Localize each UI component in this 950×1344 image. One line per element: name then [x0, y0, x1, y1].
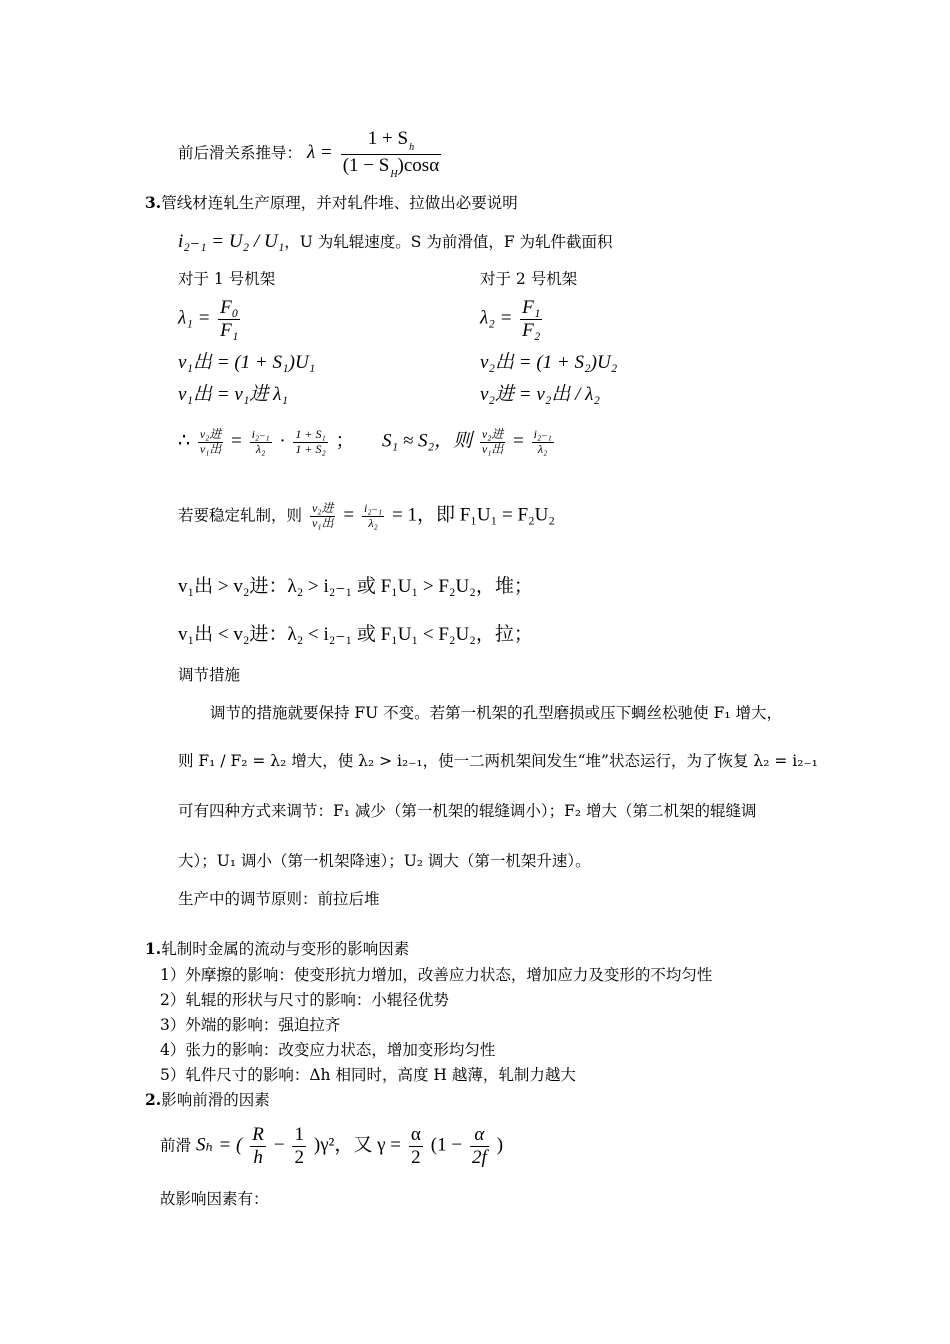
therefore-formula: ∴ $\frac{\text{v₂进}}{\text{v₁出}}$ = $\frac{\text{i₂₋₁}}{\text{λ₂}}$ · $\frac{\text{1 + S₁}}{\text{1 + S₂}}$ ；	[178, 427, 355, 456]
slip-derivation-label: 前后滑关系推导：	[178, 144, 303, 162]
list-item: 4）张力的影响：改变应力状态，增加变形均匀性	[160, 1041, 496, 1059]
list-item: 1）外摩擦的影响：使变形抗力增加，改善应力状态，增加应力及变形的不均匀性	[160, 966, 713, 984]
production-principle: 生产中的调节原则：前拉后堆	[178, 890, 380, 908]
adjust-title: 调节措施	[178, 666, 241, 684]
list-item: 3）外端的影响：强迫拉齐	[160, 1016, 341, 1034]
section-heading: 3.管线材连轧生产原理，并对轧件堆、拉做出必要说明	[145, 193, 518, 212]
adjust-paragraph-line-3: 可有四种方式来调节：F₁ 减少（第一机架的辊缝调小）；F₂ 增大（第二机架的辊缝调	[178, 802, 757, 820]
v1-relation-formula: v₁出 = v₁进 λ₁	[178, 384, 288, 405]
factors-conclusion: 故影响因素有：	[160, 1190, 269, 1208]
v2-out-formula: v₂出 = (1 + S₂)U₂	[480, 352, 618, 373]
adjust-paragraph-line-1: 调节的措施就要保持 FU 不变。若第一机架的孔型磨损或压下蜩丝松驰使 F₁ 增大，	[210, 704, 782, 722]
lambda-1-formula: λ₁ = $\frac{\text{F₀}}{\text{F₁}}$	[178, 297, 239, 341]
pile-condition: v₁出 > v₂进：λ₂ > i₂₋₁ 或 F₁U₁ > F₂U₂，堆；	[178, 576, 533, 597]
v1-out-formula: v₁出 = (1 + S₁)U₁	[178, 352, 316, 373]
stand-1-label: 对于 1 号机架	[178, 270, 276, 288]
lambda-2-formula: λ₂ = $\frac{\text{F₁}}{\text{F₂}}$	[480, 297, 541, 341]
section-heading-front-slip: 2.影响前滑的因素	[145, 1090, 270, 1109]
section-heading-flow: 1.轧制时金属的流动与变形的影响因素	[145, 939, 410, 958]
definition-line: i₂₋₁ = U₂ / U₁，U 为轧辊速度。S 为前滑值，F 为轧件截面积	[178, 231, 613, 252]
stable-rolling-line: 若要稳定轧制，则 $\frac{\text{v₂进}}{\text{v₁出}}$ = $\frac{\text{i₂₋₁}}{\text{λ₂}}$ = 1，即 F₁U₁ = F₂U₂	[178, 501, 556, 530]
approx-formula: S₁ ≈ S₂，则 $\frac{\text{v₂进}}{\text{v₁出}}$ = $\frac{\text{i₂₋₁}}{\text{λ₂}}$	[382, 427, 552, 456]
slip-fraction: $\frac{1 + S_h}{(1 - S_H)\cos\alpha}$	[342, 128, 440, 180]
list-item: 2）轧辊的形状与尺寸的影响：小辊径优势	[160, 991, 449, 1009]
stand-2-label: 对于 2 号机架	[480, 270, 578, 288]
lambda-lhs: λ =	[306, 142, 333, 163]
adjust-paragraph-line-4: 大）；U₁ 调小（第一机架降速）；U₂ 调大（第一机架升速）。	[178, 852, 591, 870]
adjust-paragraph-line-2: 则 F₁ / F₂ = λ₂ 增大，使 λ₂ > i₂₋₁，使一二两机架间发生“堆”状态运行，为了恢复 λ₂ = i₂₋₁	[178, 752, 818, 770]
slip-derivation-line	[178, 128, 444, 180]
v2-in-formula: v₂进 = v₂出 / λ₂	[480, 384, 601, 405]
pull-condition: v₁出 < v₂进：λ₂ < i₂₋₁ 或 F₁U₁ < F₂U₂，拉；	[178, 624, 533, 645]
front-slip-formula: 前滑 Sₕ = ( $\frac{R}{h}$ − $\frac{1}{2}$ )γ²，又 γ = $\frac{\alpha}{2}$ (1 − $\frac{\alpha}{2f}$ )	[160, 1124, 504, 1168]
list-item: 5）轧件尺寸的影响：Δh 相同时，高度 H 越薄，轧制力越大	[160, 1066, 576, 1084]
